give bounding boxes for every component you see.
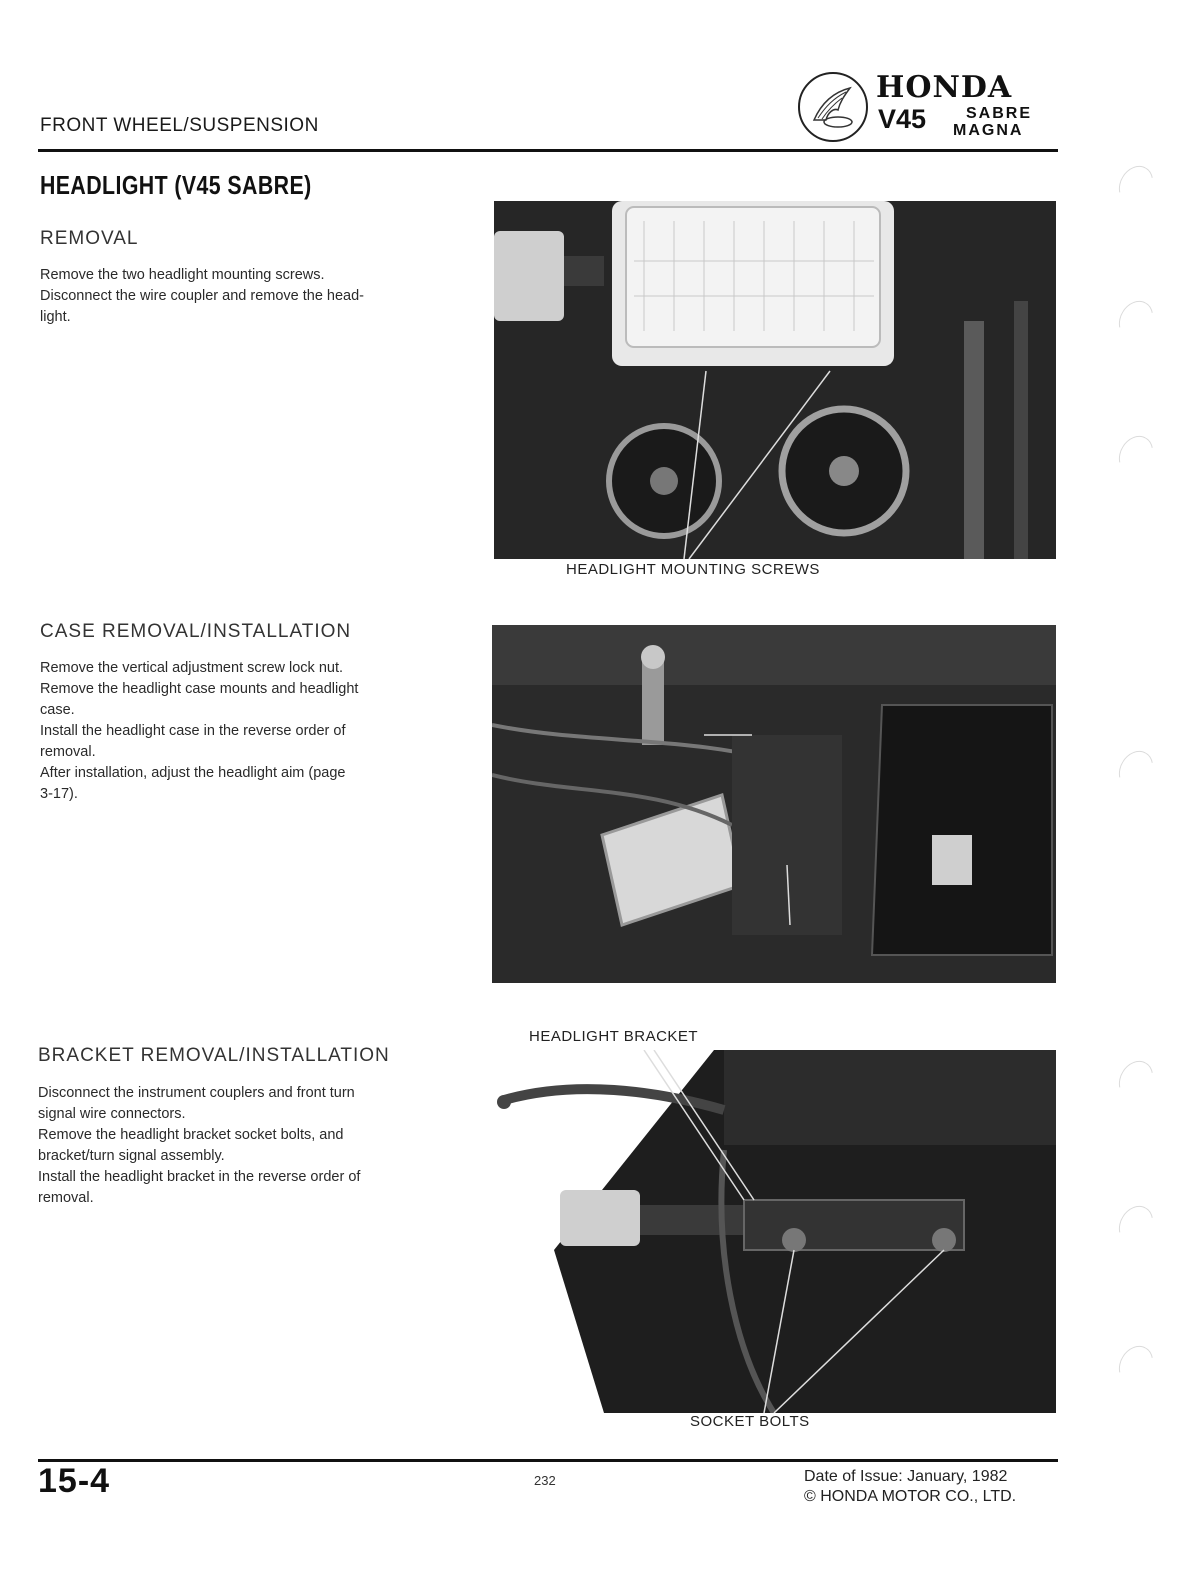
bracket-line-2: signal wire connectors. (38, 1106, 186, 1122)
bracket-photo (494, 1050, 1056, 1413)
callout-socket-bolts: SOCKET BOLTS (690, 1413, 810, 1430)
bracket-heading: BRACKET REMOVAL/INSTALLATION (38, 1045, 390, 1066)
bracket-text (38, 1083, 454, 1209)
punch-mark (1112, 160, 1160, 211)
honda-logo (798, 70, 1063, 140)
section-header: FRONT WHEEL/SUSPENSION (40, 115, 319, 136)
case-line-3: case. (40, 702, 75, 718)
case-line-2: Remove the headlight case mounts and headlight (40, 681, 359, 697)
logo-variant-sabre: SABRE (966, 105, 1033, 122)
removal-heading: REMOVAL (40, 228, 139, 249)
logo-variant-magna: MAGNA (953, 122, 1024, 139)
issue-date: Date of Issue: January, 1982 (804, 1468, 1008, 1485)
page-title: HEADLIGHT (V45 SABRE) (40, 170, 312, 200)
logo-brand: HONDA (876, 70, 1013, 105)
case-text (40, 658, 456, 805)
removal-line-2: Disconnect the wire coupler and remove the head- (40, 288, 365, 304)
headlight-photo (494, 201, 1056, 559)
header-rule (38, 149, 1058, 152)
page-number: 15-4 (38, 1462, 111, 1500)
punch-mark (1112, 745, 1160, 796)
bracket-line-5: Install the headlight bracket in the reverse order of (38, 1169, 361, 1185)
punch-mark (1112, 295, 1160, 346)
bracket-line-4: bracket/turn signal assembly. (38, 1148, 225, 1164)
removal-text (40, 265, 456, 328)
bracket-line-3: Remove the headlight bracket socket bolts, and (38, 1127, 344, 1143)
issue-info (804, 1467, 1016, 1507)
case-line-5: removal. (40, 744, 96, 760)
footer-rule (38, 1459, 1058, 1462)
callout-mounting-screws: HEADLIGHT MOUNTING SCREWS (566, 561, 820, 578)
copyright: © HONDA MOTOR CO., LTD. (804, 1488, 1017, 1505)
removal-line-1: Remove the two headlight mounting screws. (40, 267, 325, 283)
bracket-line-1: Disconnect the instrument couplers and front turn (38, 1085, 355, 1101)
case-heading: CASE REMOVAL/INSTALLATION (40, 621, 352, 642)
case-line-1: Remove the vertical adjustment screw lock nut. (40, 660, 344, 676)
removal-line-3: light. (40, 309, 71, 325)
logo-model: V45 (878, 104, 927, 134)
case-line-7: 3-17). (40, 786, 78, 802)
case-line-6: After installation, adjust the headlight aim (page (40, 765, 346, 781)
punch-mark (1112, 1340, 1160, 1391)
callout-headlight-bracket: HEADLIGHT BRACKET (529, 1028, 699, 1045)
bracket-line-6: removal. (38, 1190, 94, 1206)
punch-mark (1112, 1055, 1160, 1106)
case-line-4: Install the headlight case in the reverse order of (40, 723, 346, 739)
punch-mark (1112, 1200, 1160, 1251)
punch-mark (1112, 430, 1160, 481)
headlight-case-photo (492, 625, 1056, 983)
center-page-number: 232 (534, 1473, 556, 1488)
honda-wing-emblem-icon (798, 72, 868, 142)
